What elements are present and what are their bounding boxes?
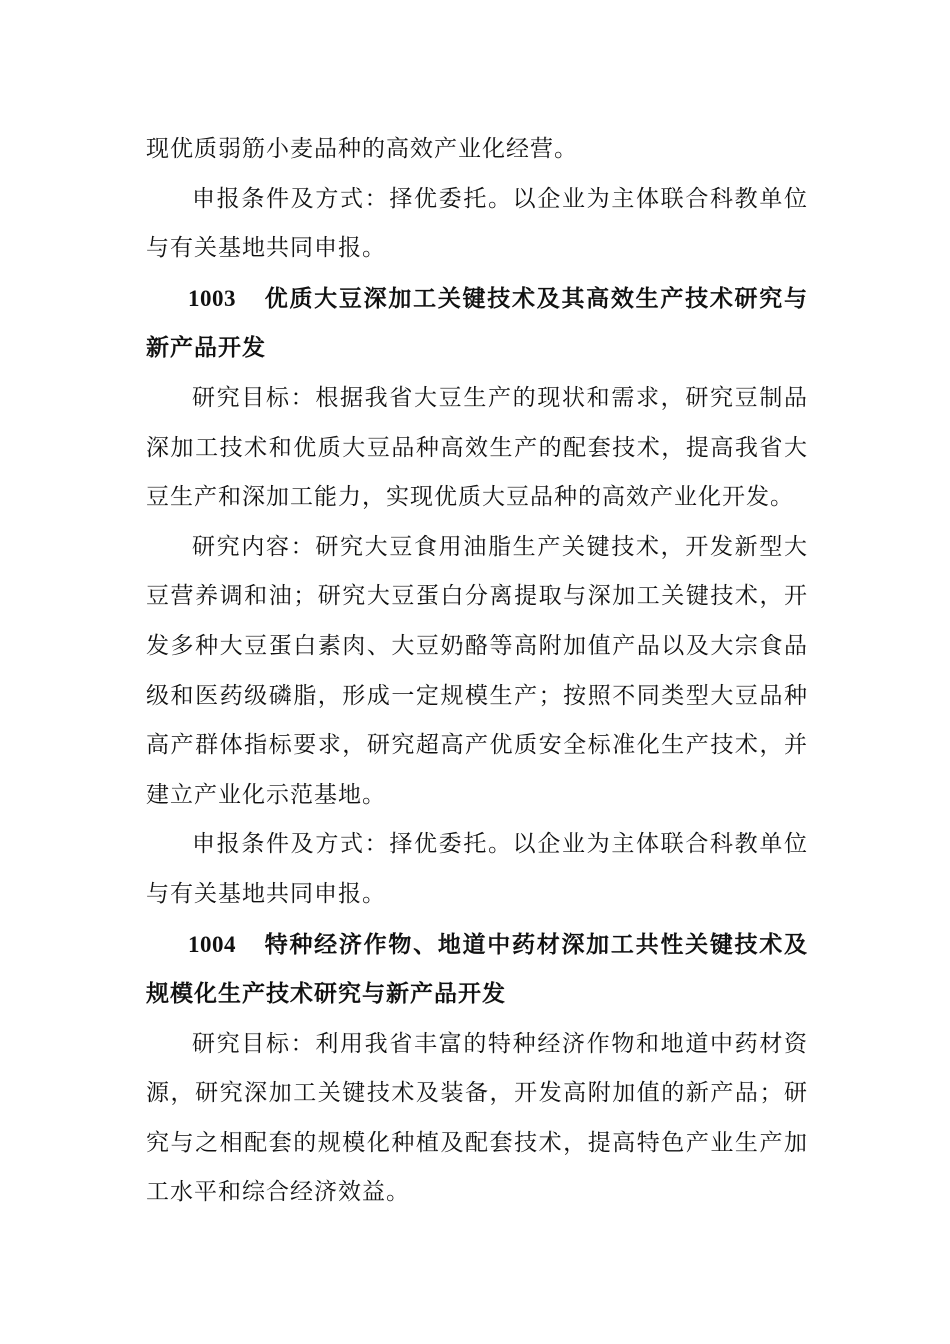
paragraph-research-goal: 研究目标：利用我省丰富的特种经济作物和地道中药材资源，研究深加工关键技术及装备，开发高附加值的新产品；研究与之相配套的规模化种植及配套技术，提高特色产业生产加工水平和综合经济效益。: [146, 1030, 808, 1206]
paragraph-application-conditions: 申报条件及方式：择优委托。以企业为主体联合科教单位与有关基地共同申报。: [146, 185, 808, 262]
section-title: 优质大豆深加工关键技术及其高效生产技术研究与新产品开发: [146, 285, 808, 362]
section-title: 特种经济作物、地道中药材深加工共性关键技术及规模化生产技术研究与新产品开发: [146, 931, 808, 1008]
section-heading-1003: [146, 274, 808, 374]
paragraph-research-goal: 研究目标：根据我省大豆生产的现状和需求，研究豆制品深加工技术和优质大豆品种高效生产的配套技术，提高我省大豆生产和深加工能力，实现优质大豆品种的高效产业化开发。: [146, 384, 808, 511]
document-body: [146, 125, 808, 1218]
paragraph-application-conditions: 申报条件及方式：择优委托。以企业为主体联合科教单位与有关基地共同申报。: [146, 831, 808, 907]
paragraph-research-content: 研究内容：研究大豆食用油脂生产关键技术，开发新型大豆营养调和油；研究大豆蛋白分离提取与深加工关键技术，开发多种大豆蛋白素肉、大豆奶酪等高附加值产品以及大宗食品级和医药级磷脂，形成一定规模生产；按照不同类型大豆品种高产群体指标要求，研究超高产优质安全标准化生产技术，并建立产业化示范基地。: [146, 533, 808, 808]
paragraph-continuation: 现优质弱筋小麦品种的高效产业化经营。: [146, 136, 578, 162]
section-code: 1004: [188, 931, 236, 957]
section-heading-1004: [146, 920, 808, 1020]
section-code: 1003: [188, 285, 236, 311]
